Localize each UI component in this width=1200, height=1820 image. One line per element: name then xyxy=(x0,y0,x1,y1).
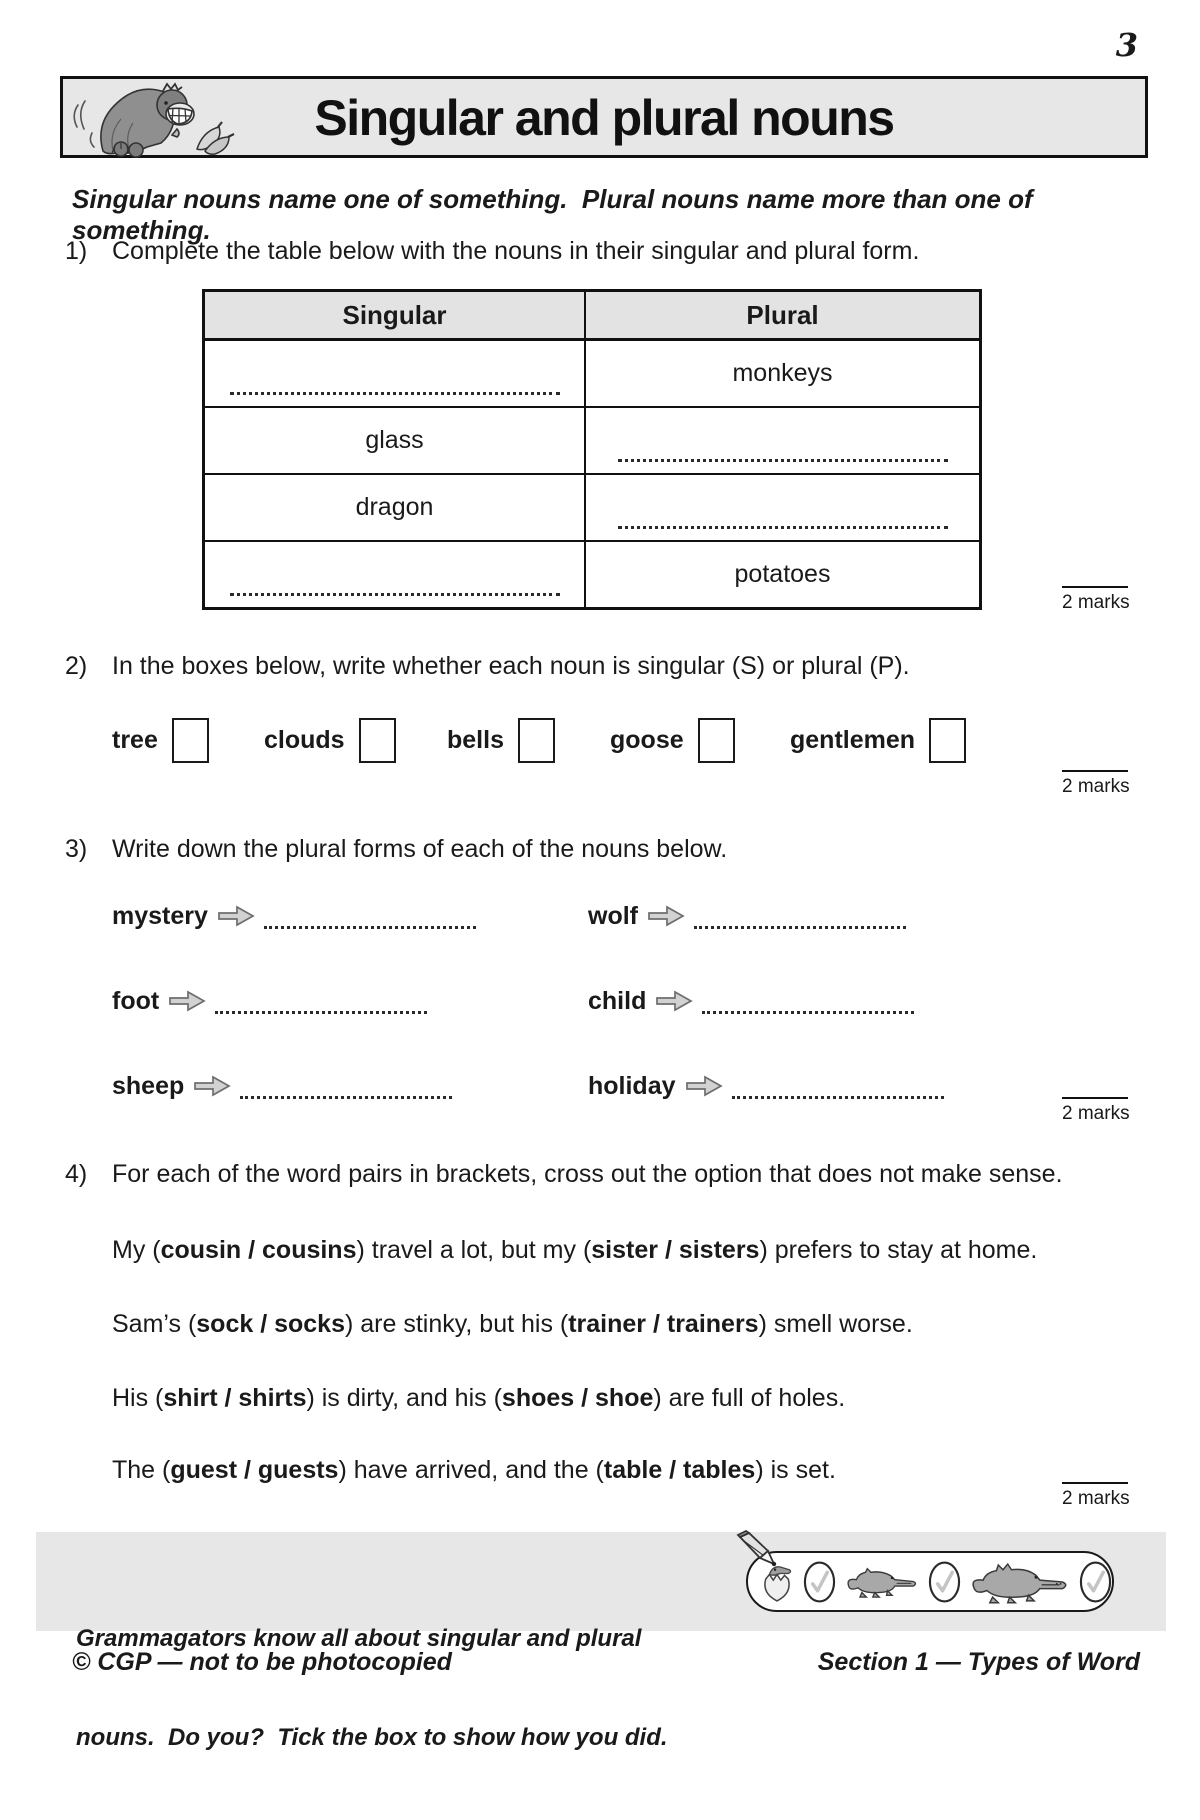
q2-word-item xyxy=(447,714,555,766)
intro-rule-text: Singular nouns name one of something. Plural nouns name more than one of something. xyxy=(72,184,1040,245)
answer-cell-plural[interactable] xyxy=(585,474,981,541)
dotted-answer-line[interactable] xyxy=(240,1095,452,1099)
marks-line xyxy=(1062,586,1128,588)
block-arrow-icon xyxy=(193,1074,231,1098)
q2-word-item xyxy=(112,714,209,766)
word-pair[interactable]: sock / socks xyxy=(196,1310,345,1338)
word-pair[interactable]: shirt / shirts xyxy=(163,1384,307,1412)
q2-word-label: gentlemen xyxy=(790,725,916,754)
dotted-answer-line[interactable] xyxy=(264,925,476,929)
q2-number: 2) xyxy=(65,652,88,680)
sentence-text: My ( xyxy=(112,1236,161,1264)
q4-sentence xyxy=(112,1310,913,1339)
block-arrow-icon xyxy=(685,1074,723,1098)
sentence-text: The ( xyxy=(112,1456,171,1484)
given-cell-singular: dragon xyxy=(204,474,586,541)
q3-item xyxy=(112,983,427,1019)
table-header-row xyxy=(204,291,981,340)
q4-sentence xyxy=(112,1384,845,1413)
sentence-text: His ( xyxy=(112,1384,164,1412)
q2-answer-box[interactable] xyxy=(698,718,735,763)
q2-word-label: goose xyxy=(610,725,684,754)
small-crocodile-icon xyxy=(845,1565,919,1598)
sentence-text: ) have arrived, and the ( xyxy=(338,1456,604,1484)
marks-line xyxy=(1062,1482,1128,1484)
q3-item xyxy=(588,1068,944,1104)
dotted-answer-line[interactable] xyxy=(694,925,906,929)
q3-word-label: child xyxy=(588,986,647,1015)
q2-answer-box[interactable] xyxy=(172,718,209,763)
table-header-singular: Singular xyxy=(204,291,586,340)
tick-circle-icon[interactable] xyxy=(803,1560,836,1604)
given-cell-plural: monkeys xyxy=(585,340,981,408)
answer-cell-singular[interactable] xyxy=(204,541,586,609)
block-arrow-icon xyxy=(168,989,206,1013)
q1-marks-indicator: 2 marks xyxy=(1062,586,1128,614)
dotted-answer-line[interactable] xyxy=(618,525,948,529)
review-text-line1: Grammagators know all about singular and plural xyxy=(76,1625,642,1652)
word-pair[interactable]: table / tables xyxy=(603,1456,756,1484)
review-text xyxy=(76,1556,668,1820)
q2-word-item xyxy=(790,714,966,766)
dotted-answer-line[interactable] xyxy=(732,1095,944,1099)
block-arrow-icon xyxy=(647,904,685,928)
q2-answer-box[interactable] xyxy=(518,718,555,763)
q3-number: 3) xyxy=(65,835,88,863)
q3-marks-indicator: 2 marks xyxy=(1062,1097,1128,1125)
sentence-text: ) is set. xyxy=(755,1456,836,1484)
pencil-icon xyxy=(732,1531,784,1582)
q2-marks-indicator: 2 marks xyxy=(1062,770,1128,798)
page-header xyxy=(60,76,1148,158)
block-arrow-icon xyxy=(217,904,255,928)
answer-cell-plural[interactable] xyxy=(585,407,981,474)
word-pair[interactable]: trainer / trainers xyxy=(568,1310,759,1338)
q4-prompt: For each of the word pairs in brackets, cross out the option that does not make sense. xyxy=(112,1160,1063,1188)
q3-item xyxy=(112,1068,452,1104)
large-crocodile-icon xyxy=(970,1561,1070,1603)
tick-circle-icon[interactable] xyxy=(1079,1560,1112,1604)
table-row xyxy=(204,340,981,408)
marks-line xyxy=(1062,770,1128,772)
sentence-text: Sam’s ( xyxy=(112,1310,197,1338)
dotted-answer-line[interactable] xyxy=(215,1010,427,1014)
q3-item xyxy=(588,983,914,1019)
dotted-answer-line[interactable] xyxy=(230,592,560,596)
q2-answer-box[interactable] xyxy=(359,718,396,763)
q2-word-item xyxy=(610,714,735,766)
dotted-answer-line[interactable] xyxy=(618,458,948,462)
review-text-line2: nouns. Do you? Tick the box to show how you did. xyxy=(76,1724,668,1751)
q2-word-label: bells xyxy=(447,725,504,754)
sentence-text: ) travel a lot, but my ( xyxy=(356,1236,592,1264)
q1-number: 1) xyxy=(65,237,88,265)
q2-word-item xyxy=(264,714,396,766)
q3-prompt: Write down the plural forms of each of the nouns below. xyxy=(112,835,728,863)
q4-marks-indicator: 2 marks xyxy=(1062,1482,1128,1510)
section-label: Section 1 — Types of Word xyxy=(817,1648,1140,1676)
given-cell-plural: potatoes xyxy=(585,541,981,609)
q2-answer-box[interactable] xyxy=(929,718,966,763)
table-row xyxy=(204,407,981,474)
word-pair[interactable]: shoes / shoe xyxy=(501,1384,654,1412)
q3-word-label: holiday xyxy=(588,1071,676,1100)
sentence-text: ) are full of holes. xyxy=(653,1384,846,1412)
word-pair[interactable]: cousin / cousins xyxy=(160,1236,357,1264)
sentence-text: ) prefers to stay at home. xyxy=(759,1236,1038,1264)
q4-number: 4) xyxy=(65,1160,88,1188)
dotted-answer-line[interactable] xyxy=(702,1010,914,1014)
q3-item xyxy=(112,898,476,934)
q4-sentence xyxy=(112,1456,836,1485)
q1-prompt: Complete the table below with the nouns in their singular and plural form. xyxy=(112,237,920,265)
word-pair[interactable]: sister / sisters xyxy=(591,1236,760,1264)
table-row xyxy=(204,474,981,541)
q2-prompt: In the boxes below, write whether each noun is singular (S) or plural (P). xyxy=(112,652,910,680)
tick-circle-icon[interactable] xyxy=(928,1560,961,1604)
q3-word-label: foot xyxy=(112,986,160,1015)
q4-sentence xyxy=(112,1236,1037,1265)
block-arrow-icon xyxy=(655,989,693,1013)
q2-word-label: clouds xyxy=(264,725,345,754)
q3-word-label: mystery xyxy=(112,901,208,930)
q2-word-label: tree xyxy=(112,725,158,754)
dotted-answer-line[interactable] xyxy=(230,391,560,395)
page-number: 3 xyxy=(1115,26,1138,64)
answer-cell-singular[interactable] xyxy=(204,340,586,408)
table-row xyxy=(204,541,981,609)
word-pair[interactable]: guest / guests xyxy=(170,1456,339,1484)
tick-box-strip xyxy=(746,1551,1114,1612)
table-header-plural: Plural xyxy=(585,291,981,340)
sentence-text: ) are stinky, but his ( xyxy=(345,1310,569,1338)
copyright-notice: © CGP — not to be photocopied xyxy=(72,1648,452,1676)
q1-table xyxy=(202,289,982,610)
marks-line xyxy=(1062,1097,1128,1099)
q3-word-label: sheep xyxy=(112,1071,185,1100)
q3-word-label: wolf xyxy=(588,901,638,930)
q3-item xyxy=(588,898,906,934)
given-cell-singular: glass xyxy=(204,407,586,474)
sentence-text: ) smell worse. xyxy=(758,1310,913,1338)
sentence-text: ) is dirty, and his ( xyxy=(306,1384,502,1412)
page-title: Singular and plural nouns xyxy=(314,90,894,146)
